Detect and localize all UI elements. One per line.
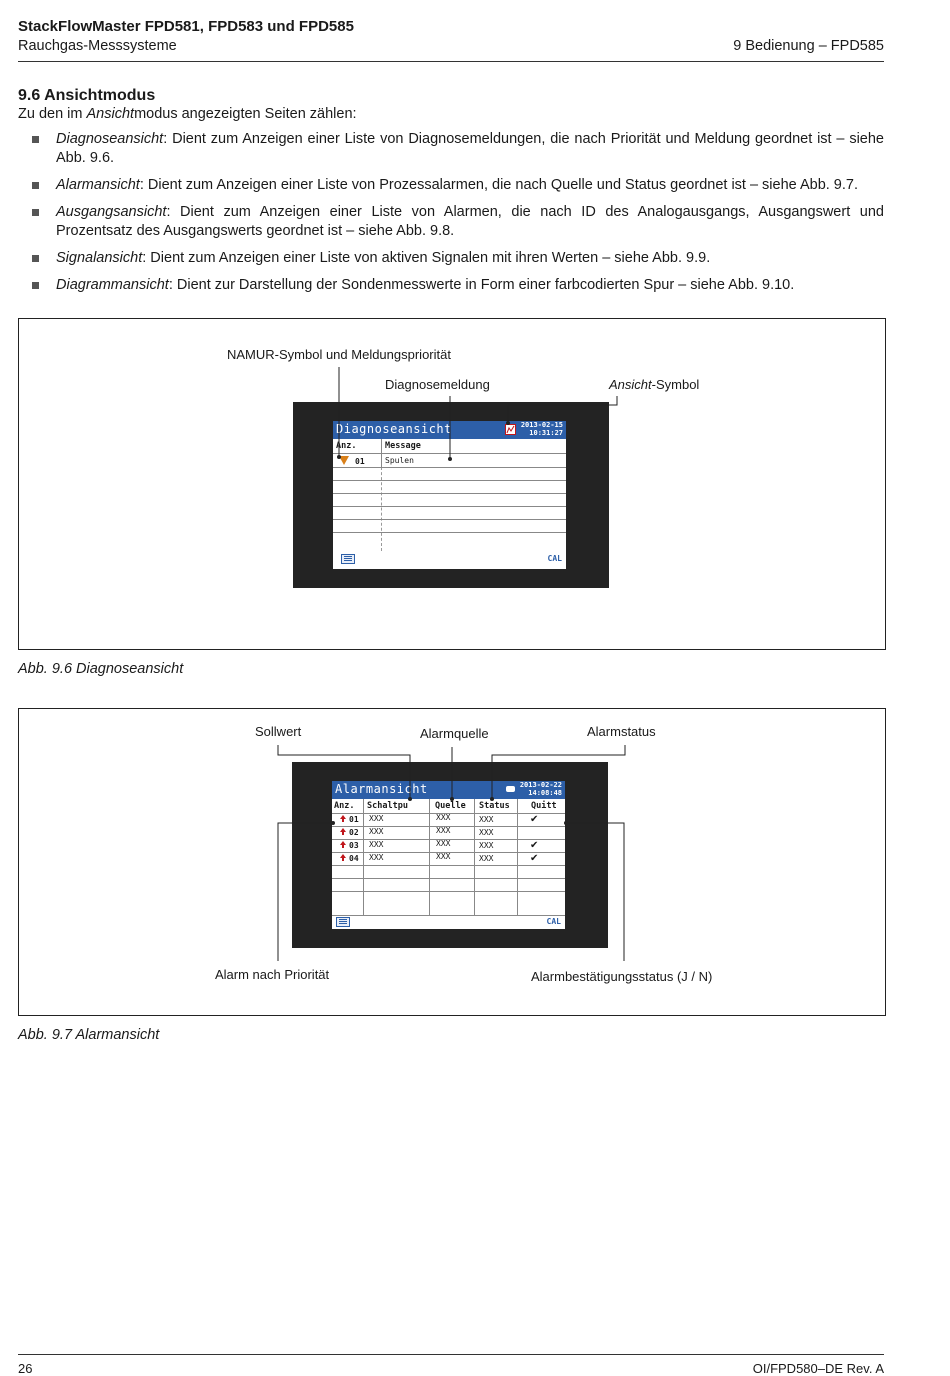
bullet-icon xyxy=(32,255,39,262)
callout-acknowledge-status: Alarmbestätigungsstatus (J / N) xyxy=(531,969,713,984)
list-item: Signalansicht: Dient zum Anzeigen einer Liste von aktiven Signalen mit ihren Werten – siehe Abb. 9.9. xyxy=(18,249,884,268)
row-number: 01 xyxy=(355,457,365,466)
column-header-source: Quelle xyxy=(435,801,466,811)
figure-diagnostic-view xyxy=(18,318,886,650)
callout-alarm-priority: Alarm nach Priorität xyxy=(215,967,330,982)
document-subtitle: Rauchgas-Messsysteme xyxy=(18,38,177,54)
screen-title: Diagnoseansicht xyxy=(336,422,452,436)
list-item: Ausgangsansicht: Dient zum Anzeigen einer Liste von Alarmen, die nach ID des Analogausgangs, Ausgangswert und Prozentsatz des Ausgangswerts geordnet ist – siehe Abb. 9.8. xyxy=(18,203,884,241)
ack-check-icon: ✔ xyxy=(530,853,539,864)
column-header-ack: Quitt xyxy=(531,801,557,811)
bullet-icon xyxy=(32,136,39,143)
section-title: 9.6 Ansichtmodus xyxy=(18,87,156,104)
callout-setpoint: Sollwert xyxy=(255,724,302,739)
callout-alarm-source: Alarmquelle xyxy=(420,726,489,741)
ack-check-icon: ✔ xyxy=(530,814,539,825)
callout-message: Diagnosemeldung xyxy=(385,377,490,392)
screen-datetime: 2013-02-22 14:08:48 xyxy=(519,781,562,797)
callout-alarm-status: Alarmstatus xyxy=(587,724,656,739)
bullet-icon xyxy=(32,209,39,216)
figure-alarm-view xyxy=(18,708,886,1016)
page-number: 26 xyxy=(18,1361,33,1376)
header-rule xyxy=(18,61,884,62)
figure-caption-diagnostic: Abb. 9.6 Diagnoseansicht xyxy=(18,661,184,677)
figure-caption-alarm: Abb. 9.7 Alarmansicht xyxy=(18,1027,160,1043)
column-header-anz: Anz. xyxy=(334,801,355,811)
section-intro: Zu den im Ansichtmodus angezeigten Seiten zählen: xyxy=(18,106,357,122)
alarm-screen: Alarmansicht 2013-02-22 14:08:48 Anz. Schaltpu Quelle Status Quitt 01 XXX XXX XXX ✔ 02 XXX XXX XXX 03 XXX XXX XXX ✔ 04 XXX XXX XXX ✔ CAL xyxy=(332,781,565,929)
screen-datetime: 2013-02-15 10:31:27 xyxy=(520,421,563,437)
list-item: Alarmansicht: Dient zum Anzeigen einer Liste von Prozessalarmen, die nach Quelle und Status geordnet ist – siehe Abb. 9.7. xyxy=(18,176,884,195)
column-header-anz: Anz. xyxy=(336,441,357,451)
screen-title: Alarmansicht xyxy=(335,782,428,796)
document-id: OI/FPD580–DE Rev. A xyxy=(752,1361,884,1376)
column-header-setpoint: Schaltpu xyxy=(367,801,408,811)
chapter-title: 9 Bedienung – FPD585 xyxy=(733,38,884,54)
callout-leader-lines xyxy=(19,709,885,1015)
bullet-icon xyxy=(32,282,39,289)
diagnostic-message: Spulen xyxy=(385,456,414,465)
cal-indicator: CAL xyxy=(546,917,561,926)
callout-view-symbol: Ansicht-Symbol xyxy=(609,377,700,392)
view-list xyxy=(18,130,884,303)
list-item: Diagnoseansicht: Dient zum Anzeigen einer Liste von Diagnosemeldungen, die nach Priorität und Meldung geordnet ist – siehe Abb. 9.6. xyxy=(18,130,884,168)
callout-namur: NAMUR-Symbol und Meldungspriorität xyxy=(227,347,451,362)
bullet-icon xyxy=(32,182,39,189)
column-header-status: Status xyxy=(479,801,510,811)
list-item: Diagrammansicht: Dient zur Darstellung der Sondenmesswerte in Form einer farbcodierten Spur – siehe Abb. 9.10. xyxy=(18,276,884,295)
document-title: StackFlowMaster FPD581, FPD583 und FPD585 xyxy=(18,18,354,35)
cal-indicator: CAL xyxy=(547,554,562,563)
footer-rule xyxy=(18,1354,884,1355)
column-header-message: Message xyxy=(385,441,421,451)
callout-leader-lines xyxy=(19,319,885,649)
ack-check-icon: ✔ xyxy=(530,840,539,851)
